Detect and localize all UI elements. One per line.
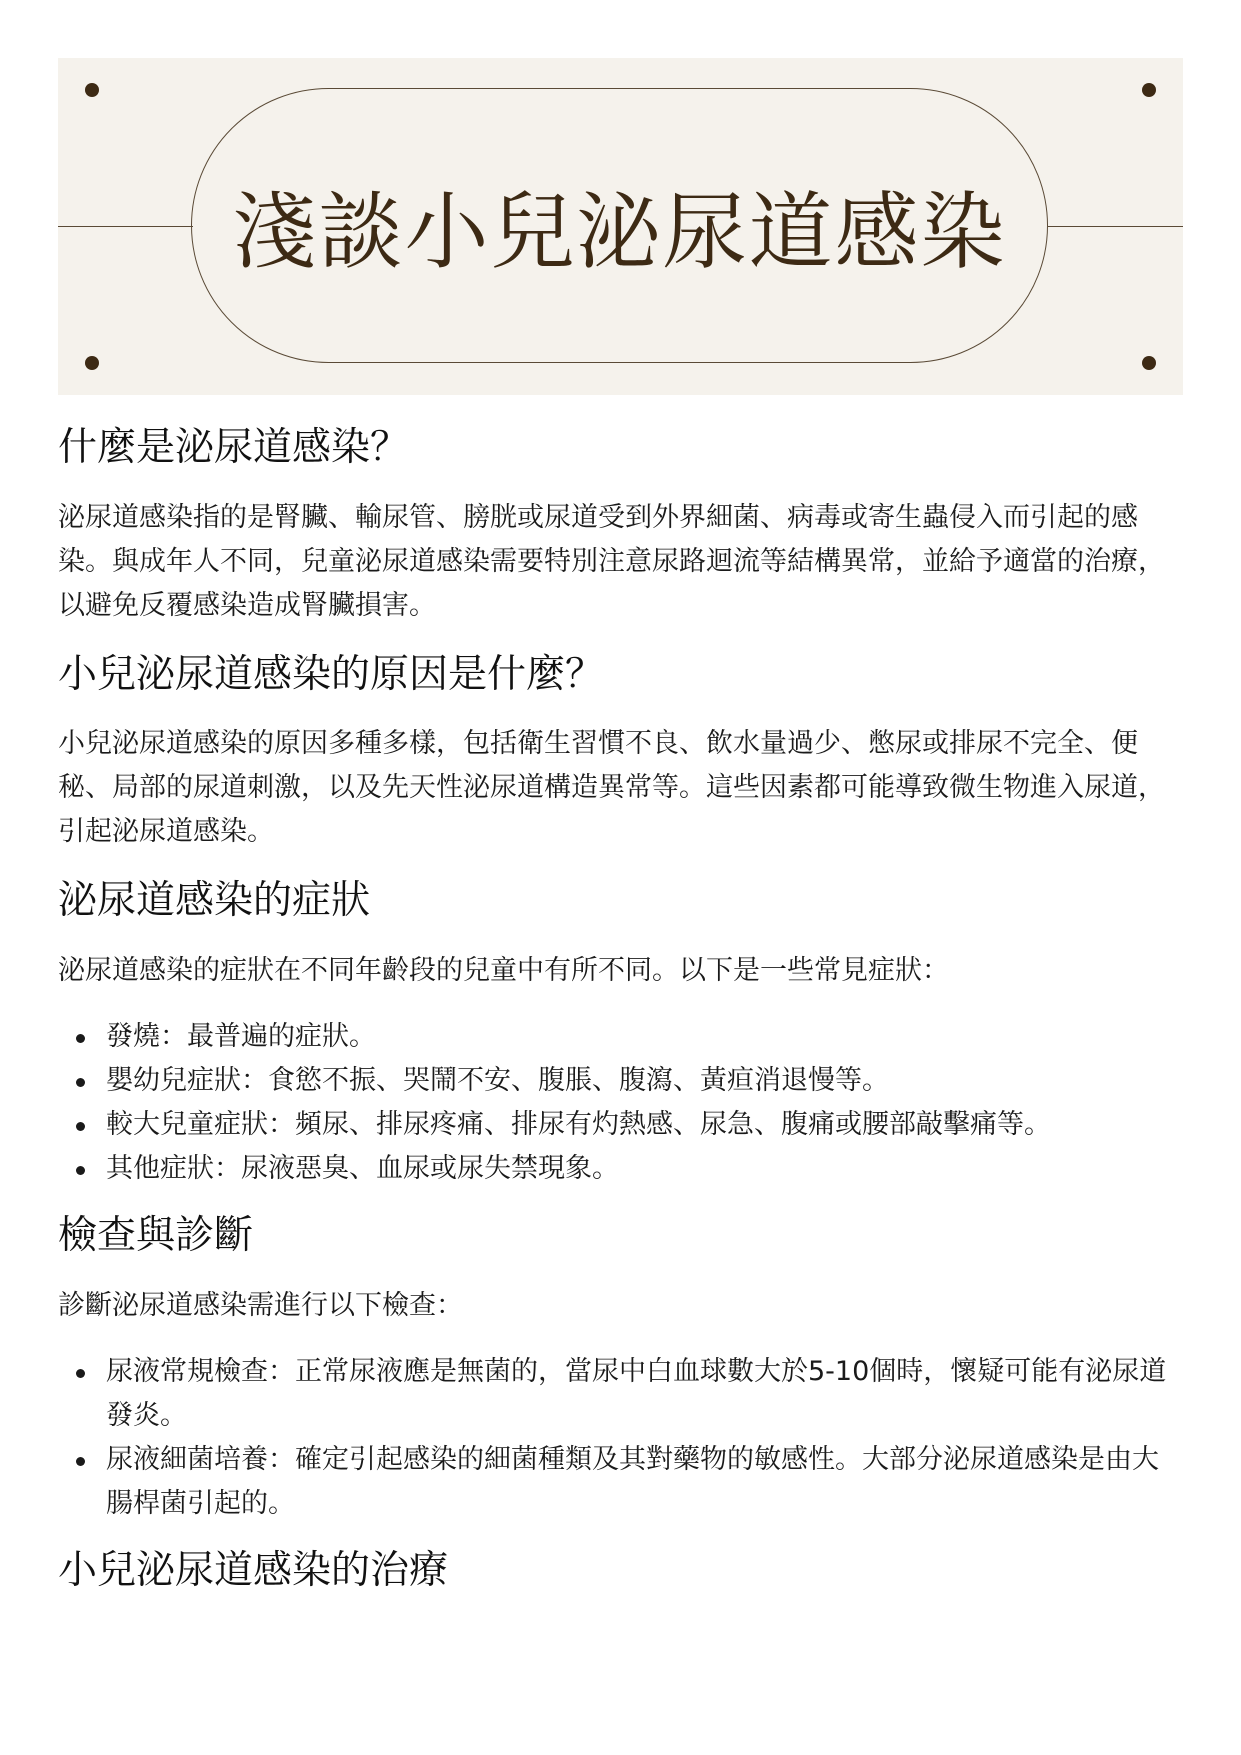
exam-list bbox=[58, 1350, 1183, 1526]
section-diagnosis bbox=[58, 1211, 1183, 1526]
section-heading: 檢查與診斷 bbox=[58, 1213, 254, 1259]
section-paragraph: 小兒泌尿道感染的原因多種多樣，包括衛生習慣不良、飲水量過少、憋尿或排尿不完全、便秘、局部的尿道刺激，以及先天性泌尿道構造異常等。這些因素都可能導致微生物進入尿道，引起泌尿道感染。 bbox=[58, 728, 1165, 848]
section-treatment bbox=[58, 1546, 1183, 1597]
symptom-list bbox=[58, 1015, 1183, 1191]
list-item: 發燒：最普遍的症狀。 bbox=[106, 1015, 1183, 1059]
banner-dot-icon bbox=[85, 356, 99, 370]
list-item: 尿液常規檢查：正常尿液應是無菌的，當尿中白血球數大於5-10個時，懷疑可能有泌尿道發炎。 bbox=[106, 1350, 1183, 1438]
banner-dot-icon bbox=[1142, 83, 1156, 97]
section-paragraph: 泌尿道感染指的是腎臟、輸尿管、膀胱或尿道受到外界細菌、病毒或寄生蟲侵入而引起的感染。與成年人不同，兒童泌尿道感染需要特別注意尿路迴流等結構異常，並給予適當的治療，以避免反覆感染造成腎臟損害。 bbox=[58, 501, 1165, 621]
section-causes bbox=[58, 650, 1183, 855]
title-banner bbox=[58, 58, 1183, 395]
list-item: 尿液細菌培養：確定引起感染的細菌種類及其對藥物的敏感性。大部分泌尿道感染是由大腸桿菌引起的。 bbox=[106, 1438, 1183, 1526]
list-item: 其他症狀：尿液惡臭、血尿或尿失禁現象。 bbox=[106, 1147, 1183, 1191]
page-title: 淺談小兒泌尿道感染 bbox=[232, 183, 1007, 281]
section-heading: 泌尿道感染的症狀 bbox=[58, 878, 371, 924]
section-heading: 小兒泌尿道感染的原因是什麼？ bbox=[58, 651, 605, 697]
section-heading: 什麼是泌尿道感染？ bbox=[58, 425, 410, 470]
section-heading: 小兒泌尿道感染的治療 bbox=[58, 1547, 449, 1593]
article-body bbox=[58, 405, 1183, 1618]
banner-dot-icon bbox=[85, 83, 99, 97]
section-symptoms bbox=[58, 876, 1183, 1191]
banner-left-line bbox=[58, 226, 193, 227]
section-paragraph: 泌尿道感染的症狀在不同年齡段的兒童中有所不同。以下是一些常見症狀： bbox=[58, 955, 949, 987]
list-item: 較大兒童症狀：頻尿、排尿疼痛、排尿有灼熱感、尿急、腹痛或腰部敲擊痛等。 bbox=[106, 1103, 1183, 1147]
banner-dot-icon bbox=[1142, 356, 1156, 370]
section-paragraph: 診斷泌尿道感染需進行以下檢查： bbox=[58, 1289, 463, 1321]
section-what-is-uti bbox=[58, 423, 1183, 628]
list-item: 嬰幼兒症狀：食慾不振、哭鬧不安、腹脹、腹瀉、黃疸消退慢等。 bbox=[106, 1059, 1183, 1103]
title-frame bbox=[191, 88, 1048, 363]
banner-right-line bbox=[1048, 226, 1183, 227]
